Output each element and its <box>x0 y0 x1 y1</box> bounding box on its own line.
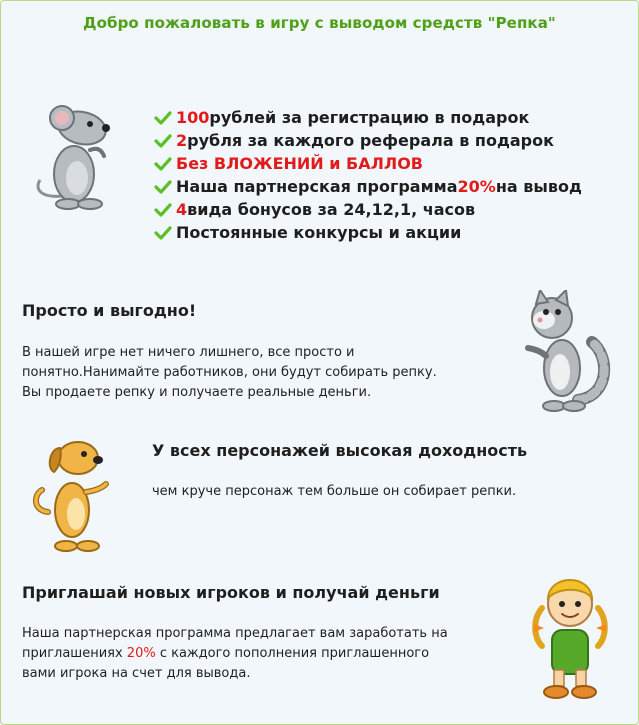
benefit-highlight: 2 <box>176 131 188 150</box>
section-heading-simple: Просто и выгодно! <box>22 301 197 320</box>
list-item <box>154 129 582 152</box>
text-line: В нашей игре нет ничего лишнего, все просто и <box>22 345 355 360</box>
section-text-simple <box>22 343 437 403</box>
text-line: понятно.Нанимайте работников, они будут собирать репку. <box>22 365 437 380</box>
section-text-profit: чем круче персонаж тем больше он собирает репки. <box>152 484 517 499</box>
benefit-text: рублей за регистрацию в подарок <box>209 108 530 127</box>
cat-illustration <box>518 290 616 416</box>
checkmark-icon <box>154 111 172 125</box>
checkmark-icon <box>154 226 172 240</box>
benefits-list <box>154 106 582 244</box>
checkmark-icon <box>154 134 172 148</box>
page-title: Добро пожаловать в игру с выводом средств "Репка" <box>83 14 556 32</box>
list-item <box>154 106 582 129</box>
text-line <box>22 644 448 664</box>
benefit-highlight: 4 <box>176 200 188 219</box>
benefit-highlight: Без ВЛОЖЕНИЙ и БАЛЛОВ <box>176 154 423 173</box>
text-line: вами игрока на счет для вывода. <box>22 666 251 681</box>
section-heading-profit: У всех персонажей высокая доходность <box>152 441 528 460</box>
benefit-highlight: 100 <box>176 108 210 127</box>
dog-illustration <box>32 432 112 556</box>
benefit-text: вида бонусов за 24,12,1, часов <box>187 200 476 219</box>
girl-illustration <box>530 568 610 702</box>
text-fragment: с каждого пополнения приглашенного <box>155 646 430 661</box>
checkmark-icon <box>154 180 172 194</box>
benefit-text: на вывод <box>495 177 582 196</box>
benefit-text: Постоянные конкурсы и акции <box>176 223 462 242</box>
section-heading-invite: Приглашай новых игроков и получай деньги <box>22 583 440 602</box>
benefit-highlight: 20% <box>457 177 496 196</box>
text-fragment: приглашениях <box>22 646 127 661</box>
list-item <box>154 175 582 198</box>
text-line: Наша партнерская программа предлагает вам заработать на <box>22 626 448 641</box>
section-text-invite <box>22 624 448 684</box>
list-item <box>154 198 582 221</box>
percent-highlight: 20% <box>126 646 156 661</box>
benefit-text: Наша партнерская программа <box>176 177 458 196</box>
checkmark-icon <box>154 203 172 217</box>
list-item <box>154 152 582 175</box>
text-line: Вы продаете репку и получаете реальные деньги. <box>22 385 372 400</box>
list-item <box>154 221 582 244</box>
benefit-text: рубля за каждого реферала в подарок <box>187 131 554 150</box>
mouse-illustration <box>32 98 122 216</box>
checkmark-icon <box>154 157 172 171</box>
